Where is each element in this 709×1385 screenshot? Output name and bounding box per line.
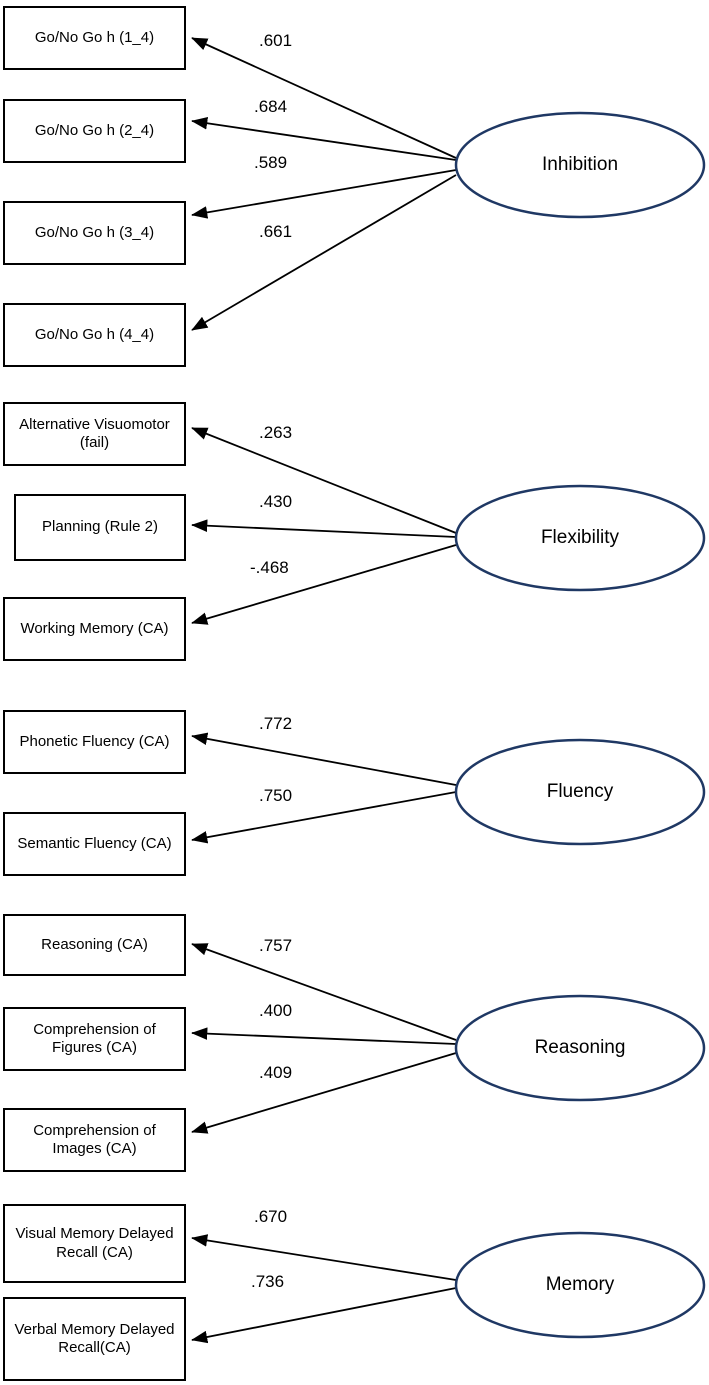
indicator-box-reasoning_ca[interactable]: Reasoning (CA) (3, 914, 186, 976)
indicator-box-compfig[interactable]: Comprehension of Figures (CA) (3, 1007, 186, 1071)
path-arrow-inhibition-to-gng3 (192, 170, 456, 215)
path-coefficient-fluency-to-semflu: .750 (259, 786, 293, 805)
latent-factor-reasoning[interactable] (456, 996, 704, 1100)
path-coefficient-inhibition-to-gng2: .684 (254, 97, 288, 116)
path-arrow-memory-to-verbmem (192, 1288, 456, 1340)
path-coefficient-inhibition-to-gng1: .601 (259, 31, 293, 50)
latent-factor-label-memory: Memory (545, 1274, 615, 1295)
indicator-box-phonflu[interactable]: Phonetic Fluency (CA) (3, 710, 186, 774)
indicator-box-gng3[interactable]: Go/No Go h (3_4) (3, 201, 186, 265)
latent-factor-inhibition[interactable] (456, 113, 704, 217)
path-arrow-reasoning-to-reasoning_ca (192, 944, 456, 1040)
indicator-box-altvis[interactable]: Alternative Visuomotor (fail) (3, 402, 186, 466)
indicator-box-gng1[interactable]: Go/No Go h (1_4) (3, 6, 186, 70)
indicator-box-workmem[interactable]: Working Memory (CA) (3, 597, 186, 661)
latent-factor-label-flexibility: Flexibility (540, 527, 620, 548)
path-coefficient-inhibition-to-gng3: .589 (254, 153, 288, 172)
indicator-box-verbmem[interactable]: Verbal Memory Delayed Recall(CA) (3, 1297, 186, 1381)
path-coefficient-flexibility-to-workmem: -.468 (250, 558, 289, 577)
path-coefficient-fluency-to-phonflu: .772 (259, 714, 293, 733)
latent-factor-flexibility[interactable] (456, 486, 704, 590)
path-arrow-fluency-to-phonflu (192, 736, 456, 785)
indicator-box-compimg[interactable]: Comprehension of Images (CA) (3, 1108, 186, 1172)
path-coefficient-memory-to-vismem: .670 (254, 1207, 288, 1226)
latent-factor-label-reasoning: Reasoning (534, 1037, 626, 1058)
latent-factor-label-fluency: Fluency (546, 781, 614, 802)
indicator-box-gng2[interactable]: Go/No Go h (2_4) (3, 99, 186, 163)
path-arrow-inhibition-to-gng4 (192, 175, 456, 330)
latent-factor-label-inhibition: Inhibition (541, 154, 619, 175)
path-coefficient-flexibility-to-altvis: .263 (259, 423, 293, 442)
indicator-box-gng4[interactable]: Go/No Go h (4_4) (3, 303, 186, 367)
path-arrow-reasoning-to-compimg (192, 1053, 456, 1132)
path-arrow-flexibility-to-altvis (192, 428, 456, 533)
path-arrow-fluency-to-semflu (192, 792, 456, 840)
path-arrow-flexibility-to-planning (192, 525, 456, 537)
indicator-box-planning[interactable]: Planning (Rule 2) (14, 494, 186, 561)
path-coefficient-reasoning-to-reasoning_ca: .757 (259, 936, 293, 955)
path-coefficient-flexibility-to-planning: .430 (259, 492, 293, 511)
path-coefficient-inhibition-to-gng4: .661 (259, 222, 293, 241)
path-arrow-reasoning-to-compfig (192, 1033, 456, 1044)
indicator-box-semflu[interactable]: Semantic Fluency (CA) (3, 812, 186, 876)
latent-factor-fluency[interactable] (456, 740, 704, 844)
path-arrow-flexibility-to-workmem (192, 545, 456, 623)
path-arrow-memory-to-vismem (192, 1238, 456, 1280)
path-coefficient-reasoning-to-compfig: .400 (259, 1001, 293, 1020)
latent-factor-memory[interactable] (456, 1233, 704, 1337)
path-coefficient-reasoning-to-compimg: .409 (259, 1063, 293, 1082)
indicator-box-vismem[interactable]: Visual Memory Delayed Recall (CA) (3, 1204, 186, 1283)
path-coefficient-memory-to-verbmem: .736 (251, 1272, 285, 1291)
